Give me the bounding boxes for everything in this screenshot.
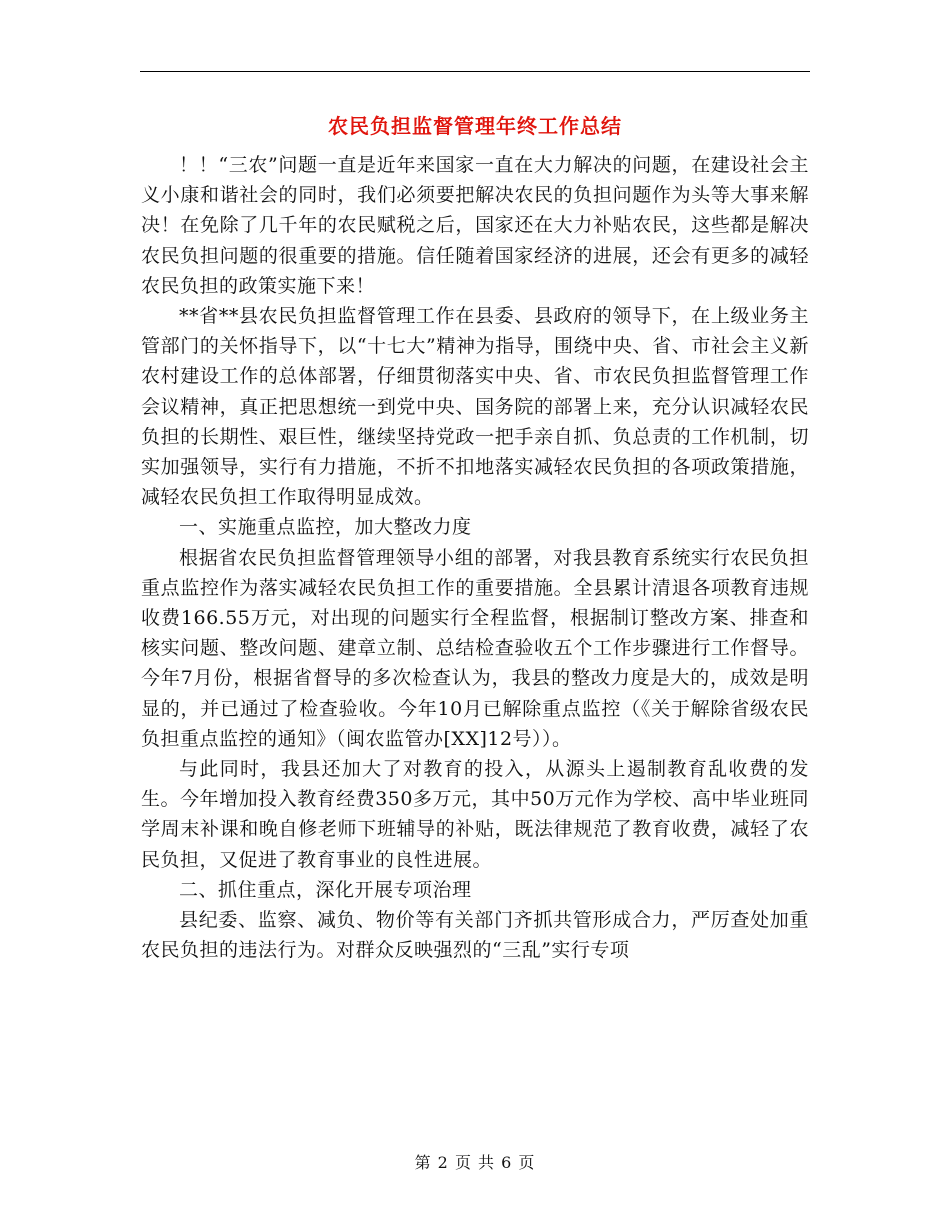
- paragraph-section-1: 根据省农民负担监督管理领导小组的部署，对我县教育系统实行农民负担重点监控作为落实减轻农民负担工作的重要措施。全县累计清退各项教育违规收费166.55万元，对出现的问题实行全程监督，根据制订整改方案、排查和核实问题、整改问题、建章立制、总结检查验收五个工作步骤进行工作督导。今年7月份，根据省督导的多次检查认为，我县的整改力度是大的，成效是明显的，并已通过了检查验收。今年10月已解除重点监控（《关于解除省级农民负担重点监控的通知》（闽农监管办[XX]12号））。: [141, 546, 809, 750]
- section-heading-2: 二、抓住重点，深化开展专项治理: [179, 878, 472, 901]
- paragraph-section-2: 县纪委、监察、减负、物价等有关部门齐抓共管形成合力，严厉查处加重农民负担的违法行为。对群众反映强烈的“三乱”实行专项: [141, 909, 809, 962]
- page-number: 第 2 页 共 6 页: [414, 1153, 536, 1172]
- document-title: 农民负担监督管理年终工作总结: [328, 114, 622, 138]
- paragraph-section-1-cont: 与此同时，我县还加大了对教育的投入，从源头上遏制教育乱收费的发生。今年增加投入教育经费350多万元，其中50万元作为学校、高中毕业班同学周末补课和晚自修老师下班辅导的补贴，既法律规范了教育收费，减轻了农民负担，又促进了教育事业的良性进展。: [141, 758, 809, 871]
- paragraph-overview: **省**县农民负担监督管理工作在县委、县政府的领导下，在上级业务主管部门的关怀指导下，以“十七大”精神为指导，围绕中央、省、市社会主义新农村建设工作的总体部署，仔细贯彻落实中央、省、市农民负担监督管理工作会议精神，真正把思想统一到党中央、国务院的部署上来，充分认识减轻农民负担的长期性、艰巨性，继续坚持党政一把手亲自抓、负总责的工作机制，切实加强领导，实行有力措施，不折不扣地落实减轻农民负担的各项政策措施，减轻农民负担工作取得明显成效。: [141, 305, 809, 509]
- section-heading-1: 一、实施重点监控，加大整改力度: [179, 516, 472, 539]
- paragraph-intro: ！！“三农”问题一直是近年来国家一直在大力解决的问题，在建设社会主义小康和谐社会的同时，我们必须要把解决农民的负担问题作为头等大事来解决！在免除了几千年的农民赋税之后，国家还在大力补贴农民，这些都是解决农民负担问题的很重要的措施。信任随着国家经济的进展，还会有更多的减轻农民负担的政策实施下来！: [141, 154, 809, 297]
- header-rule: [140, 71, 810, 72]
- document-body: [141, 150, 809, 965]
